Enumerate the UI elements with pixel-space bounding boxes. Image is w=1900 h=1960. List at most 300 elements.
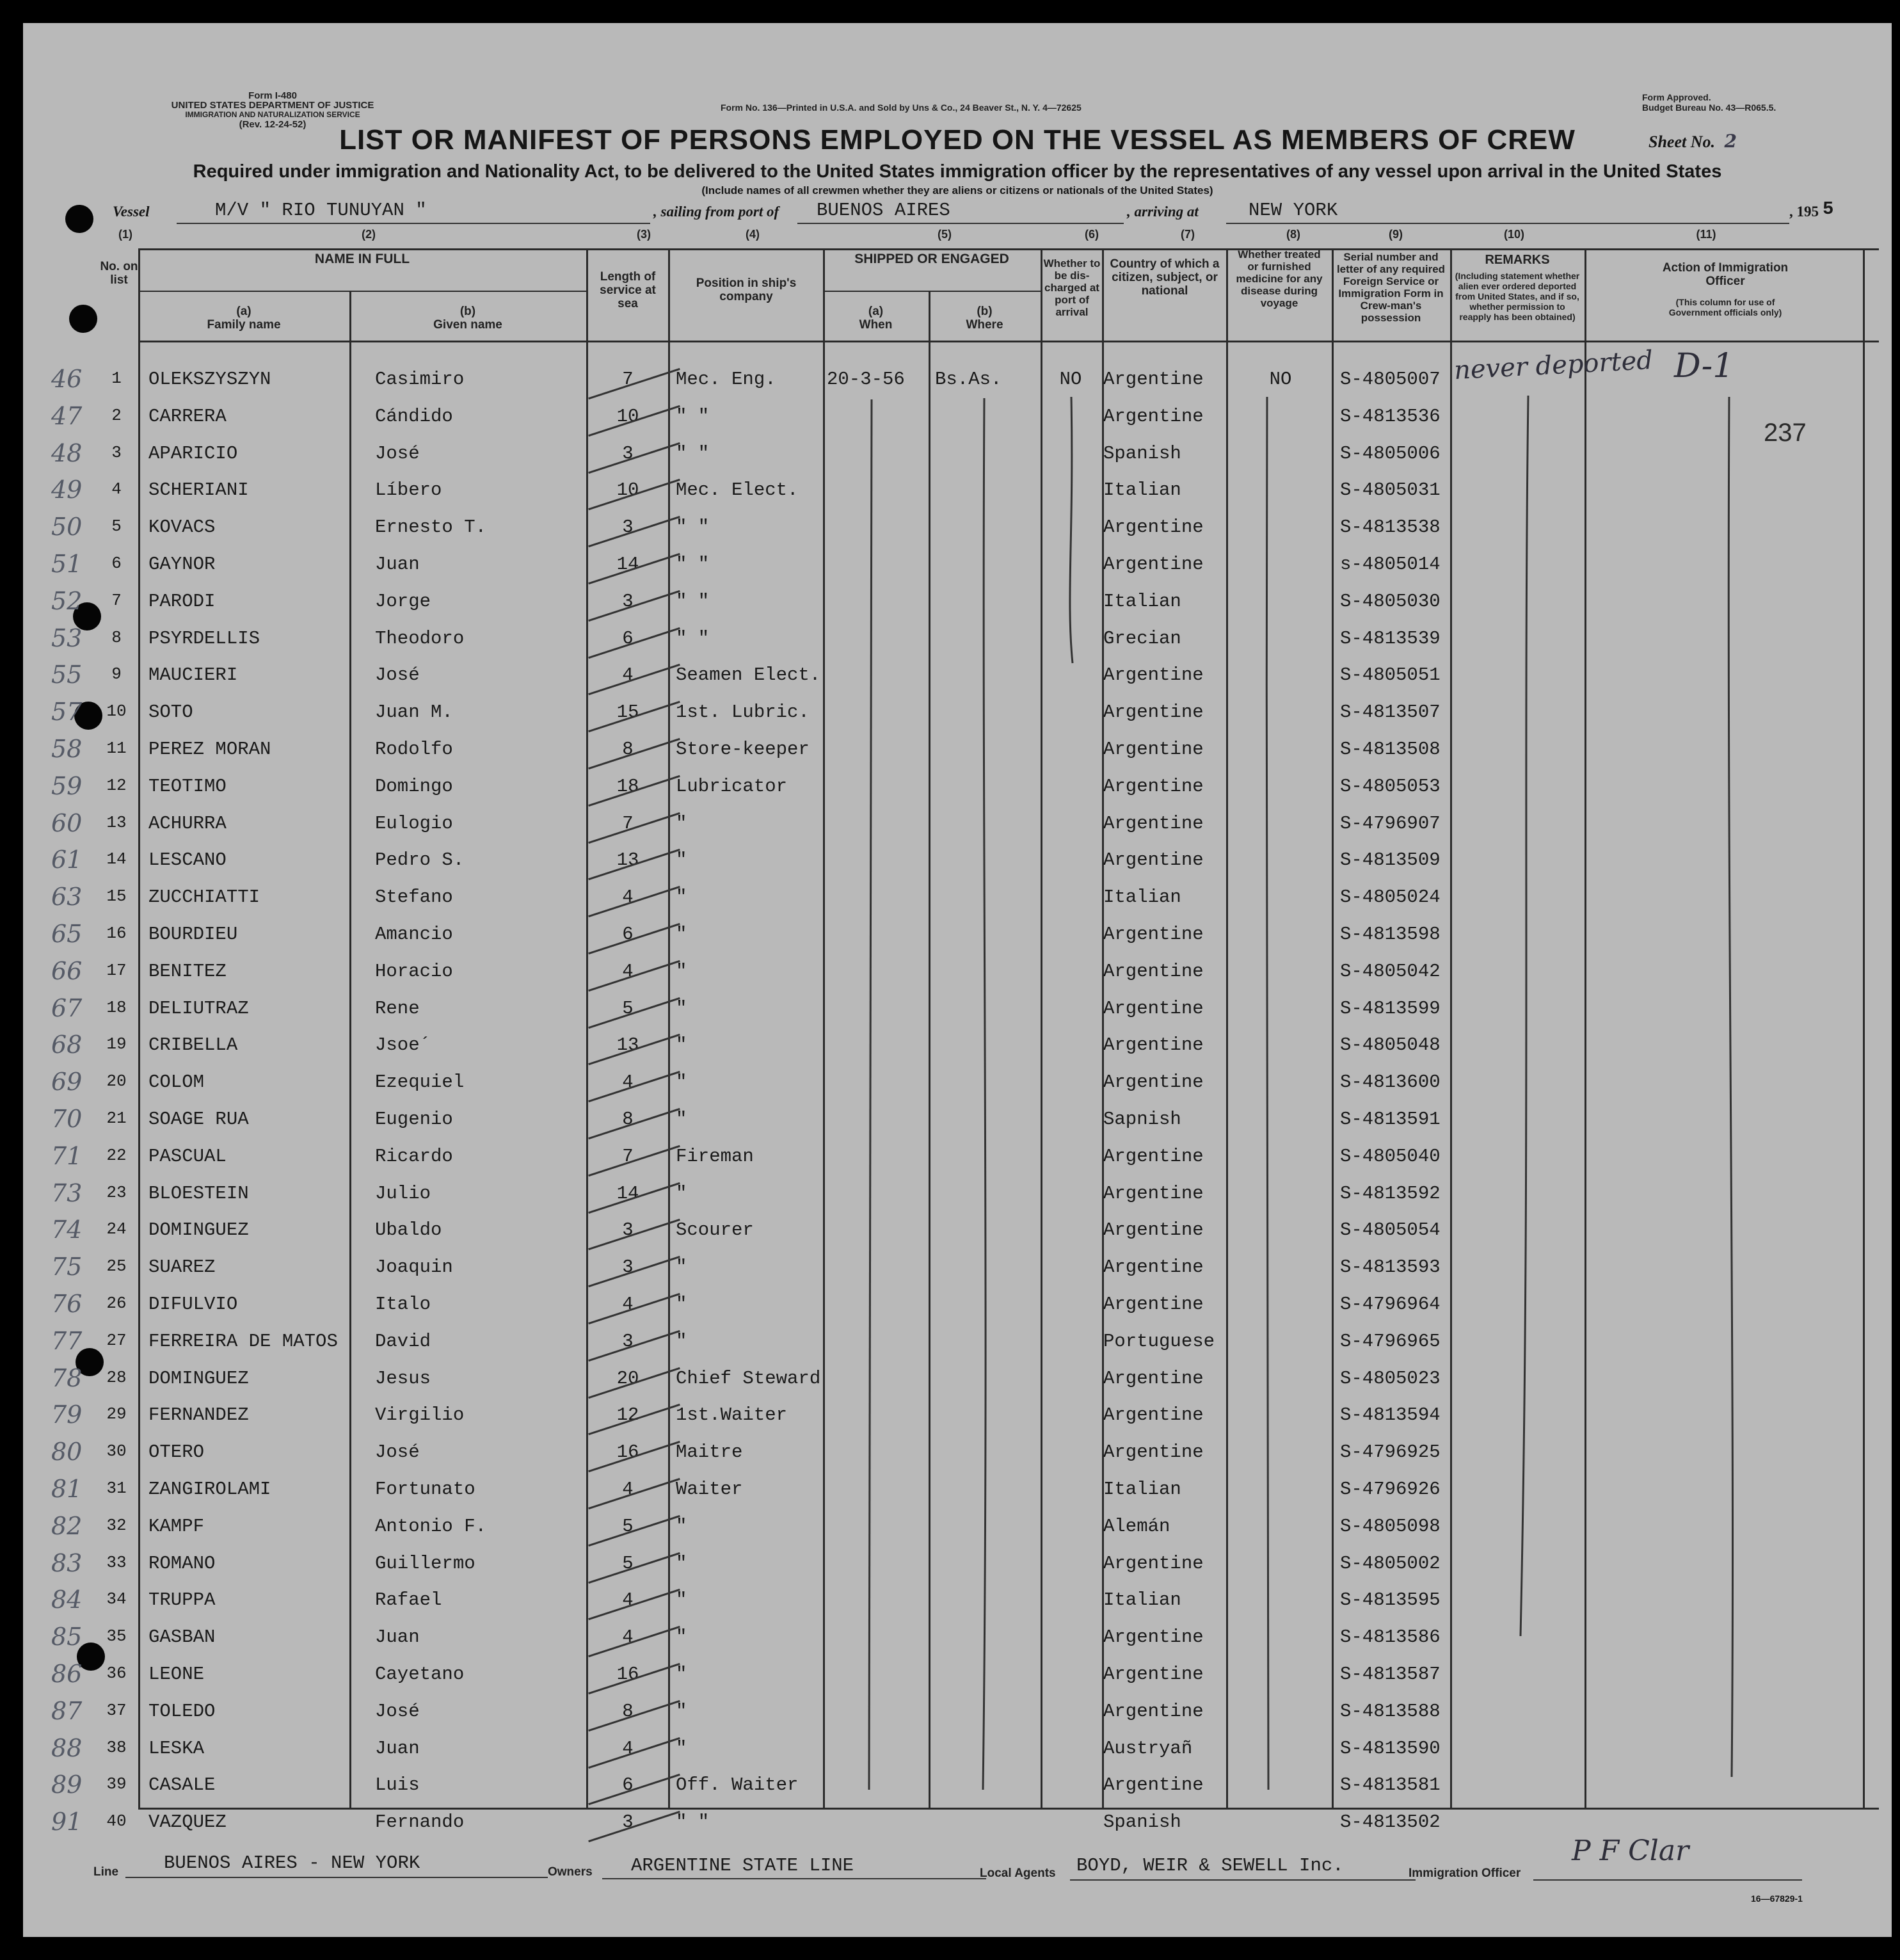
- where-cell: Bs.As.: [935, 369, 1002, 390]
- year-value: 5: [1823, 198, 1834, 220]
- col-num-7: (7): [1181, 228, 1195, 241]
- serial-cell: S-4813592: [1340, 1183, 1441, 1204]
- family-name-cell: GAYNOR: [148, 554, 216, 575]
- ditto-line-action: [1728, 397, 1732, 1777]
- col-num-2: (2): [362, 228, 376, 241]
- position-cell: " ": [676, 443, 710, 464]
- length-cell: 3: [622, 591, 634, 612]
- length-cell: 5: [622, 998, 634, 1019]
- row-number: 5: [111, 517, 122, 536]
- serial-cell: S-4813591: [1340, 1109, 1441, 1130]
- position-cell: Fireman: [676, 1146, 754, 1167]
- country-cell: Argentine: [1103, 1368, 1204, 1389]
- position-cell: ": [676, 1034, 687, 1056]
- family-name-cell: TRUPPA: [148, 1589, 216, 1611]
- given-name-cell: Eulogio: [375, 813, 453, 834]
- country-cell: Argentine: [1103, 1627, 1204, 1648]
- col-num-11: (11): [1696, 228, 1716, 241]
- given-name-cell: Jesus: [375, 1368, 431, 1389]
- serial-cell: S-4813581: [1340, 1774, 1441, 1795]
- serial-cell: S-4805024: [1340, 887, 1441, 908]
- length-cell: 4: [622, 1294, 634, 1315]
- serial-cell: S-4805007: [1340, 369, 1441, 390]
- row-number: 14: [106, 849, 127, 869]
- handwritten-line-number: 61: [51, 846, 83, 874]
- given-name-cell: José: [375, 1701, 420, 1722]
- handwritten-line-number: 53: [51, 624, 83, 652]
- serial-cell: S-4813586: [1340, 1627, 1441, 1648]
- handwritten-line-number: 78: [51, 1364, 83, 1392]
- length-cell: 3: [622, 1219, 634, 1241]
- length-cell: 14: [616, 1183, 639, 1204]
- given-name-cell: Líbero: [375, 479, 442, 501]
- position-cell: ": [676, 1072, 687, 1093]
- family-name-cell: KAMPF: [148, 1516, 205, 1537]
- length-cell: 13: [616, 849, 639, 871]
- handwritten-line-number: 58: [51, 735, 83, 763]
- country-cell: Argentine: [1103, 1664, 1204, 1685]
- length-cell: 7: [622, 369, 634, 390]
- pen-ditto-marks: [23, 23, 1892, 1937]
- position-cell: " ": [676, 517, 710, 538]
- serial-cell: S-4805030: [1340, 591, 1441, 612]
- row-number: 34: [106, 1589, 127, 1609]
- country-cell: Portuguese: [1103, 1331, 1215, 1352]
- given-letter: (b): [459, 305, 476, 318]
- serial-cell: S-4813539: [1340, 628, 1441, 649]
- country-cell: Spanish: [1103, 1811, 1181, 1833]
- given-label: Given name: [433, 318, 502, 332]
- handwritten-line-number: 87: [51, 1697, 83, 1725]
- serial-cell: S-4805051: [1340, 664, 1441, 686]
- given-name-cell: Ernesto T.: [375, 517, 487, 538]
- manifest-sheet: [23, 23, 1892, 1937]
- handwritten-line-number: 55: [51, 661, 83, 689]
- handwritten-line-number: 59: [51, 772, 83, 800]
- country-cell: Argentine: [1103, 664, 1204, 686]
- country-cell: Argentine: [1103, 1774, 1204, 1795]
- length-cell: 18: [616, 776, 639, 797]
- country-cell: Italian: [1103, 591, 1181, 612]
- serial-cell: S-4805023: [1340, 1368, 1441, 1389]
- length-cell: 3: [622, 517, 634, 538]
- family-name-cell: BLOESTEIN: [148, 1183, 249, 1204]
- handwritten-line-number: 50: [51, 513, 83, 541]
- row-number: 6: [111, 554, 122, 573]
- family-name-cell: DOMINGUEZ: [148, 1219, 249, 1241]
- family-name-cell: LESKA: [148, 1738, 205, 1759]
- family-name-cell: PARODI: [148, 591, 216, 612]
- length-cell: 4: [622, 961, 634, 982]
- length-cell: 4: [622, 1072, 634, 1093]
- row-number: 33: [106, 1553, 127, 1572]
- given-name-cell: Juan: [375, 1627, 420, 1648]
- given-name-cell: Juan: [375, 1738, 420, 1759]
- row-number: 24: [106, 1219, 127, 1239]
- handwritten-line-number: 65: [51, 920, 83, 948]
- handwritten-line-number: 76: [51, 1290, 83, 1318]
- family-name-cell: OLEKSZYSZYN: [148, 369, 271, 390]
- sailing-label: , sailing from port of: [653, 204, 779, 220]
- row-number: 12: [106, 776, 127, 795]
- printer-line: Form No. 136—Printed in U.S.A. and Sold by Uns & Co., 24 Beaver St., N. Y. 4—72625: [721, 102, 1082, 113]
- row-number: 8: [111, 628, 122, 647]
- year-label: , 195: [1789, 204, 1819, 220]
- length-cell: 4: [622, 664, 634, 686]
- family-name-cell: LEONE: [148, 1664, 205, 1685]
- country-cell: Argentine: [1103, 1294, 1204, 1315]
- remarks-note: (Including statement whether alien ever ordered deported from United States, and if so, whether permission to reapply has been obtained): [1455, 271, 1580, 322]
- country-cell: Argentine: [1103, 554, 1204, 575]
- family-name-cell: ZANGIROLAMI: [148, 1479, 271, 1500]
- given-name-cell: Juan M.: [375, 702, 453, 723]
- length-cell: 20: [616, 1368, 639, 1389]
- length-cell: 8: [622, 1109, 634, 1130]
- position-cell: Chief Steward: [676, 1368, 821, 1389]
- given-name-cell: David: [375, 1331, 431, 1352]
- serial-cell: S-4805040: [1340, 1146, 1441, 1167]
- length-cell: 12: [616, 1404, 639, 1426]
- serial-cell: S-4796965: [1340, 1331, 1441, 1352]
- handwritten-line-number: 46: [51, 365, 83, 393]
- serial-cell: S-4796926: [1340, 1479, 1441, 1500]
- serial-cell: S-4813538: [1340, 517, 1441, 538]
- handwritten-line-number: 57: [51, 698, 83, 726]
- page-subtitle: Required under immigration and Nationality Act, to be delivered to the United States immigration officer by the representatives of any vessel upon arrival in the United States: [193, 161, 1722, 182]
- row-number: 17: [106, 961, 127, 980]
- serial-cell: S-4796925: [1340, 1442, 1441, 1463]
- position-cell: Seamen Elect.: [676, 664, 821, 686]
- approval-line: Form Approved.: [1642, 92, 1711, 102]
- length-cell: 14: [616, 554, 639, 575]
- given-name-cell: Luis: [375, 1774, 420, 1795]
- position-cell: ": [676, 1257, 687, 1278]
- serial-cell: S-4813536: [1340, 406, 1441, 427]
- col-shipped-or-engaged: SHIPPED OR ENGAGED: [854, 252, 1009, 266]
- serial-cell: S-4805002: [1340, 1553, 1441, 1574]
- family-name-cell: PEREZ MORAN: [148, 739, 271, 760]
- given-name-cell: Pedro S.: [375, 849, 465, 871]
- position-cell: Lubricator: [676, 776, 788, 797]
- row-number: 35: [106, 1627, 127, 1646]
- handwritten-line-number: 75: [51, 1253, 83, 1281]
- footer-line-label: Line: [93, 1865, 119, 1879]
- family-name-cell: PSYRDELLIS: [148, 628, 260, 649]
- country-cell: Argentine: [1103, 739, 1204, 760]
- family-name-cell: FERREIRA DE MATOS: [148, 1331, 338, 1352]
- handwritten-line-number: 51: [51, 550, 83, 578]
- given-name-cell: José: [375, 664, 420, 686]
- country-cell: Italian: [1103, 887, 1181, 908]
- handwritten-line-number: 91: [51, 1808, 83, 1836]
- col-length-of-service: Length of service at sea: [600, 270, 656, 310]
- row-number: 31: [106, 1479, 127, 1498]
- country-cell: Italian: [1103, 479, 1181, 501]
- position-cell: 1st.Waiter: [676, 1404, 788, 1426]
- col-num-4: (4): [746, 228, 760, 241]
- family-name-cell: ZUCCHIATTI: [148, 887, 260, 908]
- family-name-cell: DOMINGUEZ: [148, 1368, 249, 1389]
- serial-cell: S-4813598: [1340, 924, 1441, 945]
- row-number: 15: [106, 887, 127, 906]
- handwritten-line-number: 52: [51, 587, 83, 615]
- country-cell: Argentine: [1103, 1219, 1204, 1241]
- family-letter: (a): [236, 305, 251, 318]
- length-cell: 3: [622, 1331, 634, 1352]
- family-name-cell: VAZQUEZ: [148, 1811, 227, 1833]
- family-name-cell: OTERO: [148, 1442, 205, 1463]
- family-name-cell: ACHURRA: [148, 813, 227, 834]
- given-name-cell: Theodoro: [375, 628, 465, 649]
- ditto-line-where: [983, 398, 986, 1790]
- serial-cell: S-4813509: [1340, 849, 1441, 871]
- handwritten-line-number: 69: [51, 1068, 83, 1096]
- ditto-line-when: [869, 399, 872, 1790]
- row-number: 4: [111, 479, 122, 499]
- position-cell: Waiter: [676, 1479, 743, 1500]
- handwritten-line-number: 81: [51, 1475, 83, 1503]
- country-cell: Italian: [1103, 1479, 1181, 1500]
- family-name-cell: PASCUAL: [148, 1146, 227, 1167]
- handwritten-line-number: 89: [51, 1771, 83, 1799]
- handwritten-line-number: 86: [51, 1660, 83, 1688]
- country-cell: Argentine: [1103, 517, 1204, 538]
- serial-cell: S-4813600: [1340, 1072, 1441, 1093]
- footer-agents-value: BOYD, WEIR & SEWELL Inc.: [1076, 1855, 1344, 1876]
- arriving-value: NEW YORK: [1249, 200, 1338, 221]
- length-cell: 7: [622, 1146, 634, 1167]
- handwritten-line-number: 70: [51, 1105, 83, 1133]
- handwritten-line-number: 77: [51, 1327, 83, 1355]
- col-num-10: (10): [1503, 228, 1524, 241]
- service-name: IMMIGRATION AND NATURALIZATION SERVICE: [185, 110, 360, 119]
- footer-officer-underline: [1533, 1879, 1802, 1881]
- given-name-cell: Italo: [375, 1294, 431, 1315]
- given-name-cell: Domingo: [375, 776, 453, 797]
- remarks-annotation: never deported: [1453, 345, 1654, 386]
- action-annotation: D-1: [1674, 347, 1734, 385]
- position-cell: Off. Waiter: [676, 1774, 799, 1795]
- sheet-value: 2: [1724, 131, 1737, 152]
- family-name-cell: TEOTIMO: [148, 776, 227, 797]
- given-name-cell: Ezequiel: [375, 1072, 465, 1093]
- length-cell: 10: [616, 406, 639, 427]
- country-cell: Argentine: [1103, 813, 1204, 834]
- given-name-cell: Ubaldo: [375, 1219, 442, 1241]
- footer-line-underline: [125, 1877, 548, 1878]
- given-name-cell: Cándido: [375, 406, 453, 427]
- row-number: 18: [106, 998, 127, 1017]
- family-name-cell: DIFULVIO: [148, 1294, 238, 1315]
- col-no-on-list: No. on list: [100, 260, 138, 287]
- col-num-9: (9): [1389, 228, 1403, 241]
- given-name-cell: Cayetano: [375, 1664, 465, 1685]
- form-revision: (Rev. 12-24-52): [239, 119, 307, 130]
- row-number: 40: [106, 1811, 127, 1831]
- action-label: Action of Immigration Officer: [1662, 261, 1789, 288]
- position-cell: 1st. Lubric.: [676, 702, 810, 723]
- handwritten-line-number: 80: [51, 1438, 83, 1466]
- position-cell: ": [676, 1553, 687, 1574]
- given-name-cell: Virgilio: [375, 1404, 465, 1426]
- row-number: 1: [111, 369, 122, 388]
- position-cell: ": [676, 1331, 687, 1352]
- country-cell: Argentine: [1103, 369, 1204, 390]
- position-cell: ": [676, 1589, 687, 1611]
- footer-owners-label: Owners: [548, 1865, 593, 1879]
- given-name-cell: Julio: [375, 1183, 431, 1204]
- length-cell: 5: [622, 1516, 634, 1537]
- when-label: When: [859, 318, 893, 332]
- margin-number: 237: [1764, 419, 1807, 447]
- given-name-cell: Joaquin: [375, 1257, 453, 1278]
- position-cell: ": [676, 1627, 687, 1648]
- handwritten-line-number: 74: [51, 1216, 83, 1244]
- serial-cell: S-4813507: [1340, 702, 1441, 723]
- serial-cell: s-4805014: [1340, 554, 1441, 575]
- country-cell: Argentine: [1103, 1404, 1204, 1426]
- family-name-cell: CASALE: [148, 1774, 216, 1795]
- footer-owners-underline: [602, 1878, 986, 1879]
- serial-cell: S-4813508: [1340, 739, 1441, 760]
- length-cell: 10: [616, 479, 639, 501]
- family-name-cell: BOURDIEU: [148, 924, 238, 945]
- arriving-label: , arriving at: [1127, 204, 1199, 220]
- serial-cell: S-4805048: [1340, 1034, 1441, 1056]
- family-name-cell: GASBAN: [148, 1627, 216, 1648]
- country-cell: Argentine: [1103, 1257, 1204, 1278]
- family-name-cell: DELIUTRAZ: [148, 998, 249, 1019]
- given-name-cell: Jorge: [375, 591, 431, 612]
- country-cell: Argentine: [1103, 1034, 1204, 1056]
- length-cell: 6: [622, 924, 634, 945]
- handwritten-line-number: 63: [51, 883, 83, 911]
- row-number: 36: [106, 1664, 127, 1683]
- footer-agents-underline: [1070, 1879, 1416, 1881]
- position-cell: " ": [676, 591, 710, 612]
- family-name-cell: FERNANDEZ: [148, 1404, 249, 1426]
- given-name-cell: José: [375, 443, 420, 464]
- handwritten-line-number: 47: [51, 402, 83, 430]
- row-number: 30: [106, 1442, 127, 1461]
- family-name-cell: SUAREZ: [148, 1257, 216, 1278]
- length-cell: 4: [622, 1479, 634, 1500]
- row-number: 3: [111, 443, 122, 462]
- position-cell: " ": [676, 1811, 710, 1833]
- position-cell: ": [676, 813, 687, 834]
- where-label: Where: [966, 318, 1003, 332]
- footer-officer-label: Immigration Officer: [1409, 1867, 1521, 1880]
- serial-cell: S-4813590: [1340, 1738, 1441, 1759]
- position-cell: Mec. Elect.: [676, 479, 799, 501]
- family-name-cell: MAUCIERI: [148, 664, 238, 686]
- row-number: 39: [106, 1774, 127, 1794]
- country-cell: Argentine: [1103, 998, 1204, 1019]
- row-number: 28: [106, 1368, 127, 1387]
- col-num-6: (6): [1085, 228, 1099, 241]
- family-name-cell: SOAGE RUA: [148, 1109, 249, 1130]
- serial-cell: S-4813587: [1340, 1664, 1441, 1685]
- vessel-label: Vessel: [113, 204, 150, 220]
- length-cell: 6: [622, 628, 634, 649]
- row-number: 19: [106, 1034, 127, 1054]
- handwritten-line-number: 66: [51, 957, 83, 985]
- handwritten-line-number: 88: [51, 1734, 83, 1762]
- country-cell: Argentine: [1103, 1701, 1204, 1722]
- length-cell: 4: [622, 1627, 634, 1648]
- position-cell: Maitre: [676, 1442, 743, 1463]
- serial-cell: S-4813593: [1340, 1257, 1441, 1278]
- country-cell: Alemán: [1103, 1516, 1170, 1537]
- budget-line: Budget Bureau No. 43—R065.5.: [1642, 102, 1776, 113]
- row-number: 26: [106, 1294, 127, 1313]
- country-cell: Sapnish: [1103, 1109, 1181, 1130]
- position-cell: ": [676, 1738, 687, 1759]
- country-cell: Argentine: [1103, 1442, 1204, 1463]
- discharged-cell: NO: [1059, 369, 1082, 390]
- serial-cell: S-4805042: [1340, 961, 1441, 982]
- position-cell: ": [676, 849, 687, 871]
- length-cell: 3: [622, 443, 634, 464]
- form-id: Form I-480: [248, 90, 297, 101]
- position-cell: ": [676, 1109, 687, 1130]
- country-cell: Argentine: [1103, 776, 1204, 797]
- position-cell: ": [676, 1516, 687, 1537]
- given-name-cell: José: [375, 1442, 420, 1463]
- family-name-cell: TOLEDO: [148, 1701, 216, 1722]
- length-cell: 16: [616, 1442, 639, 1463]
- handwritten-line-number: 68: [51, 1031, 83, 1059]
- row-number: 21: [106, 1109, 127, 1128]
- country-cell: Argentine: [1103, 1553, 1204, 1574]
- officer-signature: P F Clar: [1572, 1835, 1689, 1867]
- row-number: 7: [111, 591, 122, 610]
- serial-cell: S-4805053: [1340, 776, 1441, 797]
- col-name-in-full: NAME IN FULL: [314, 252, 410, 266]
- family-name-cell: CARRERA: [148, 406, 227, 427]
- footer-agents-label: Local Agents: [980, 1867, 1056, 1880]
- position-cell: " ": [676, 628, 710, 649]
- family-name-cell: LESCANO: [148, 849, 227, 871]
- vessel-value: M/V " RIO TUNUYAN ": [215, 200, 427, 221]
- family-name-cell: KOVACS: [148, 517, 216, 538]
- page-title: LIST OR MANIFEST OF PERSONS EMPLOYED ON THE VESSEL AS MEMBERS OF CREW: [339, 124, 1576, 156]
- col-serial-number: Serial number and letter of any required Foreign Service or Immigration Form in Crew-man's possession: [1336, 251, 1446, 324]
- handwritten-line-number: 85: [51, 1623, 83, 1651]
- given-name-cell: Casimiro: [375, 369, 465, 390]
- length-cell: 13: [616, 1034, 639, 1056]
- length-cell: 4: [622, 1589, 634, 1611]
- col-country: Country of which a citizen, subject, or national: [1110, 257, 1220, 298]
- position-cell: ": [676, 924, 687, 945]
- position-cell: ": [676, 887, 687, 908]
- serial-cell: S-4813502: [1340, 1811, 1441, 1833]
- col-num-5: (5): [938, 228, 952, 241]
- family-name-cell: SOTO: [148, 702, 193, 723]
- serial-cell: S-4813595: [1340, 1589, 1441, 1611]
- position-cell: Store-keeper: [676, 739, 810, 760]
- col-medicine: Whether treated or furnished medicine for any disease during voyage: [1236, 248, 1323, 309]
- given-name-cell: Jsoe´: [375, 1034, 431, 1056]
- country-cell: Italian: [1103, 1589, 1181, 1611]
- medicine-cell: NO: [1269, 369, 1292, 390]
- col-discharged: Whether to be dis-charged at port of arrival: [1043, 257, 1101, 318]
- country-cell: Argentine: [1103, 849, 1204, 871]
- serial-cell: S-4805006: [1340, 443, 1441, 464]
- handwritten-line-number: 67: [51, 994, 83, 1022]
- given-name-cell: Fortunato: [375, 1479, 475, 1500]
- given-name-cell: Antonio F.: [375, 1516, 487, 1537]
